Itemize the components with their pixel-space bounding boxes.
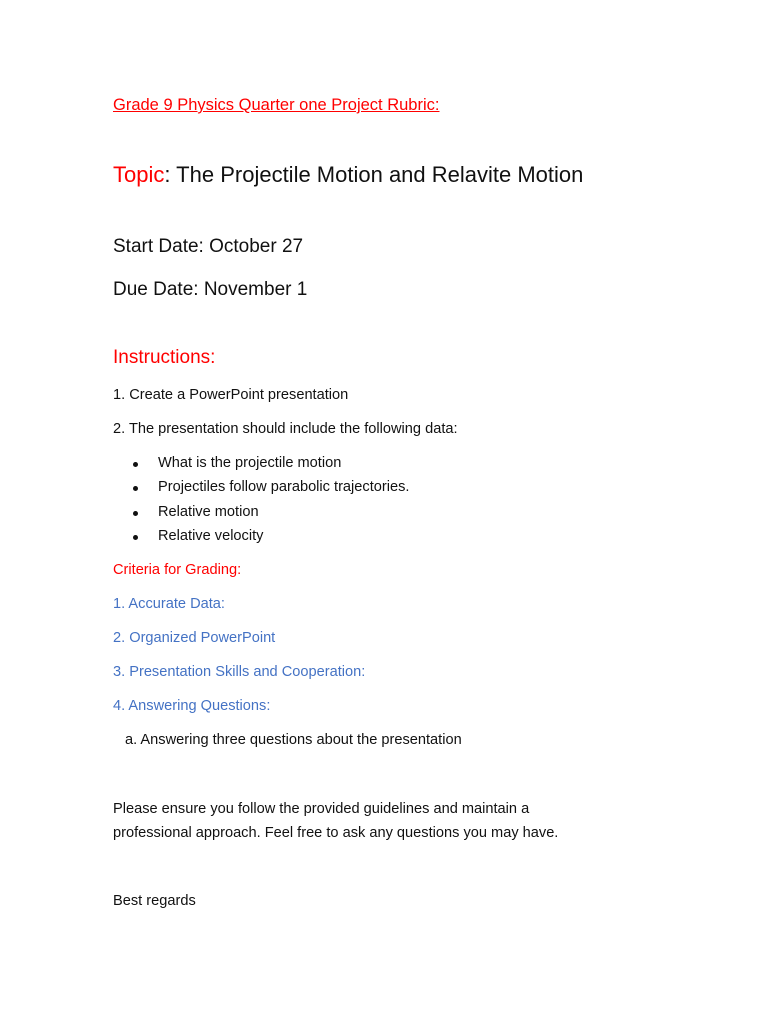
bullet-item: Relative motion <box>158 504 259 520</box>
bullet-icon <box>133 462 138 467</box>
bullet-item: Projectiles follow parabolic trajectories. <box>158 479 410 495</box>
instruction-step: 1. Create a PowerPoint presentation <box>113 387 349 403</box>
document-title: Grade 9 Physics Quarter one Project Rubric: <box>113 96 440 114</box>
criteria-sub-item: a. Answering three questions about the presentation <box>125 732 462 748</box>
bullet-icon <box>133 535 138 540</box>
bullet-icon <box>133 486 138 491</box>
bullet-icon <box>133 511 138 516</box>
instructions-heading: Instructions: <box>113 347 216 368</box>
criteria-item: 1. Accurate Data: <box>113 596 225 612</box>
start-date: Start Date: October 27 <box>113 236 304 257</box>
bullet-item: What is the projectile motion <box>158 455 342 471</box>
closing-line: professional approach. Feel free to ask any questions you may have. <box>113 825 559 841</box>
topic-label: Topic <box>113 162 165 187</box>
closing-line: Please ensure you follow the provided guidelines and maintain a <box>113 801 530 817</box>
topic-value: : The Projectile Motion and Relavite Motion <box>164 162 584 187</box>
criteria-item: 4. Answering Questions: <box>113 698 271 714</box>
criteria-heading: Criteria for Grading: <box>113 562 242 578</box>
criteria-item: 3. Presentation Skills and Cooperation: <box>113 664 366 680</box>
topic-line <box>113 164 583 186</box>
bullet-item: Relative velocity <box>158 528 264 544</box>
instruction-step: 2. The presentation should include the following data: <box>113 421 458 437</box>
due-date: Due Date: November 1 <box>113 279 308 300</box>
signoff: Best regards <box>113 893 196 909</box>
criteria-item: 2. Organized PowerPoint <box>113 630 276 646</box>
